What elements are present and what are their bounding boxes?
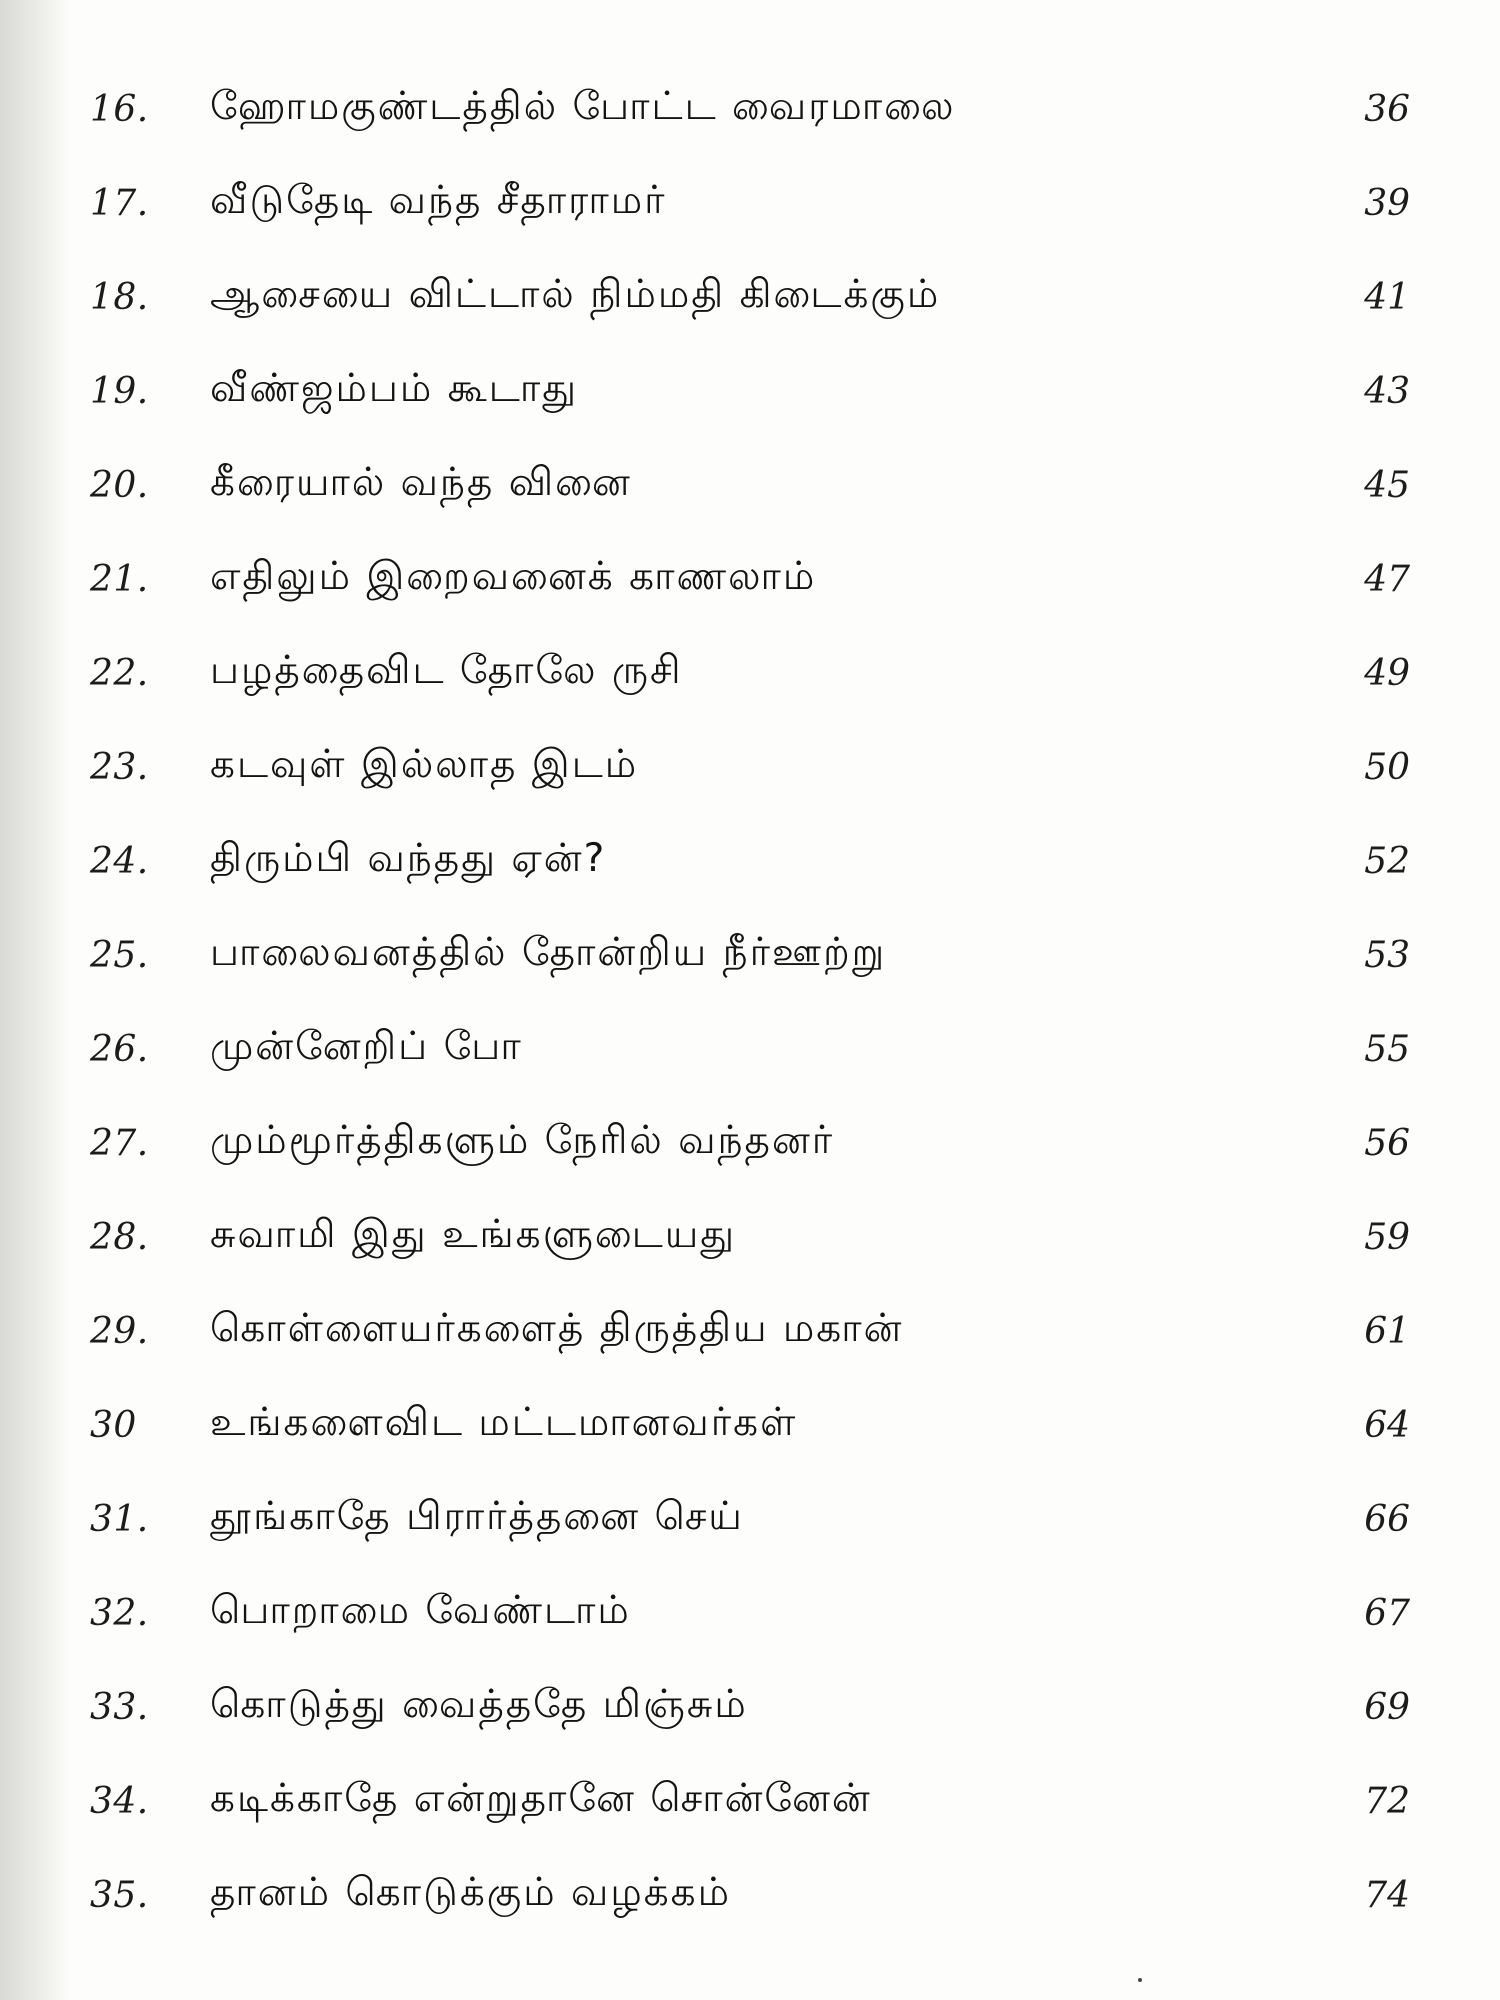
entry-number: 22. xyxy=(90,652,149,694)
entry-page-number: 45 xyxy=(1364,464,1410,506)
entry-title: எதிலும் இறைவனைக் காணலாம் xyxy=(210,554,817,599)
toc-entry xyxy=(90,1284,1410,1378)
toc-entry xyxy=(90,814,1410,908)
entry-title: கடிக்காதே என்றுதானே சொன்னேன் xyxy=(210,1776,872,1821)
entry-page-number: 43 xyxy=(1364,370,1410,412)
entry-title: கடவுள் இல்லாத இடம் xyxy=(210,742,639,787)
entry-title: கொடுத்து வைத்ததே மிஞ்சும் xyxy=(210,1682,748,1727)
entry-page-number: 72 xyxy=(1364,1780,1410,1822)
entry-title: பழத்தைவிட தோலே ருசி xyxy=(210,648,683,693)
entry-page-number: 64 xyxy=(1364,1404,1410,1446)
entry-title: ஆசையை விட்டால் நிம்மதி கிடைக்கும் xyxy=(210,272,941,317)
entry-title: தானம் கொடுக்கும் வழக்கம் xyxy=(210,1870,732,1915)
entry-number: 21. xyxy=(90,558,149,600)
entry-number: 17. xyxy=(90,182,149,224)
entry-number: 32. xyxy=(90,1592,149,1634)
toc-entry xyxy=(90,532,1410,626)
toc-entry xyxy=(90,1660,1410,1754)
print-speck xyxy=(1138,1978,1142,1982)
entry-page-number: 55 xyxy=(1364,1028,1410,1070)
toc-entry xyxy=(90,62,1410,156)
entry-number: 24. xyxy=(90,840,149,882)
entry-number: 16. xyxy=(90,88,149,130)
entry-title: திரும்பி வந்தது ஏன்? xyxy=(210,836,607,881)
toc-entry xyxy=(90,438,1410,532)
entry-title: பொறாமை வேண்டாம் xyxy=(210,1588,631,1633)
toc-entry xyxy=(90,1754,1410,1848)
entry-page-number: 66 xyxy=(1364,1498,1410,1540)
entry-number: 18. xyxy=(90,276,149,318)
entry-number: 28. xyxy=(90,1216,149,1258)
entry-number: 23. xyxy=(90,746,149,788)
entry-page-number: 69 xyxy=(1364,1686,1410,1728)
entry-page-number: 49 xyxy=(1364,652,1410,694)
entry-page-number: 47 xyxy=(1364,558,1410,600)
toc-entry xyxy=(90,908,1410,1002)
entry-number: 31. xyxy=(90,1498,149,1540)
entry-title: பாலைவனத்தில் தோன்றிய நீர்ஊற்று xyxy=(210,930,887,975)
toc-entry xyxy=(90,1848,1410,1942)
entry-page-number: 50 xyxy=(1364,746,1410,788)
entry-page-number: 36 xyxy=(1364,88,1410,130)
toc-entry xyxy=(90,1378,1410,1472)
entry-title: ஹோமகுண்டத்தில் போட்ட வைரமாலை xyxy=(210,84,956,129)
toc-entry xyxy=(90,1002,1410,1096)
entry-title: கீரையால் வந்த வினை xyxy=(210,460,632,505)
entry-title: முன்னேறிப் போ xyxy=(210,1024,523,1069)
entry-title: வீடுதேடி வந்த சீதாராமர் xyxy=(210,178,667,223)
entry-number: 35. xyxy=(90,1874,149,1916)
toc-entry xyxy=(90,250,1410,344)
entry-number: 27. xyxy=(90,1122,149,1164)
entry-number: 29. xyxy=(90,1310,149,1352)
entry-page-number: 74 xyxy=(1364,1874,1410,1916)
entry-title: தூங்காதே பிரார்த்தனை செய் xyxy=(210,1494,744,1539)
entry-number: 30 xyxy=(90,1404,137,1446)
entry-title: மும்மூர்த்திகளும் நேரில் வந்தனர் xyxy=(210,1118,835,1163)
entry-title: கொள்ளையர்களைத் திருத்திய மகான் xyxy=(210,1306,904,1351)
entry-page-number: 41 xyxy=(1364,276,1410,318)
entry-page-number: 53 xyxy=(1364,934,1410,976)
page-binding-shadow xyxy=(0,0,70,2000)
entry-title: வீண்ஜம்பம் கூடாது xyxy=(210,366,579,411)
entry-page-number: 59 xyxy=(1364,1216,1410,1258)
toc-entry xyxy=(90,344,1410,438)
toc-entry xyxy=(90,1096,1410,1190)
entry-page-number: 56 xyxy=(1364,1122,1410,1164)
entry-page-number: 61 xyxy=(1364,1310,1410,1352)
toc-entry xyxy=(90,156,1410,250)
entry-title: உங்களைவிட மட்டமானவர்கள் xyxy=(210,1400,798,1445)
entry-number: 20. xyxy=(90,464,149,506)
entry-number: 26. xyxy=(90,1028,149,1070)
entry-number: 19. xyxy=(90,370,149,412)
toc-entry xyxy=(90,1566,1410,1660)
entry-number: 25. xyxy=(90,934,149,976)
entry-number: 34. xyxy=(90,1780,149,1822)
entry-page-number: 39 xyxy=(1364,182,1410,224)
table-of-contents xyxy=(90,62,1410,1942)
toc-entry xyxy=(90,1472,1410,1566)
entry-number: 33. xyxy=(90,1686,149,1728)
toc-entry xyxy=(90,1190,1410,1284)
entry-title: சுவாமி இது உங்களுடையது xyxy=(210,1212,737,1257)
entry-page-number: 52 xyxy=(1364,840,1410,882)
toc-entry xyxy=(90,720,1410,814)
entry-page-number: 67 xyxy=(1364,1592,1410,1634)
toc-entry xyxy=(90,626,1410,720)
